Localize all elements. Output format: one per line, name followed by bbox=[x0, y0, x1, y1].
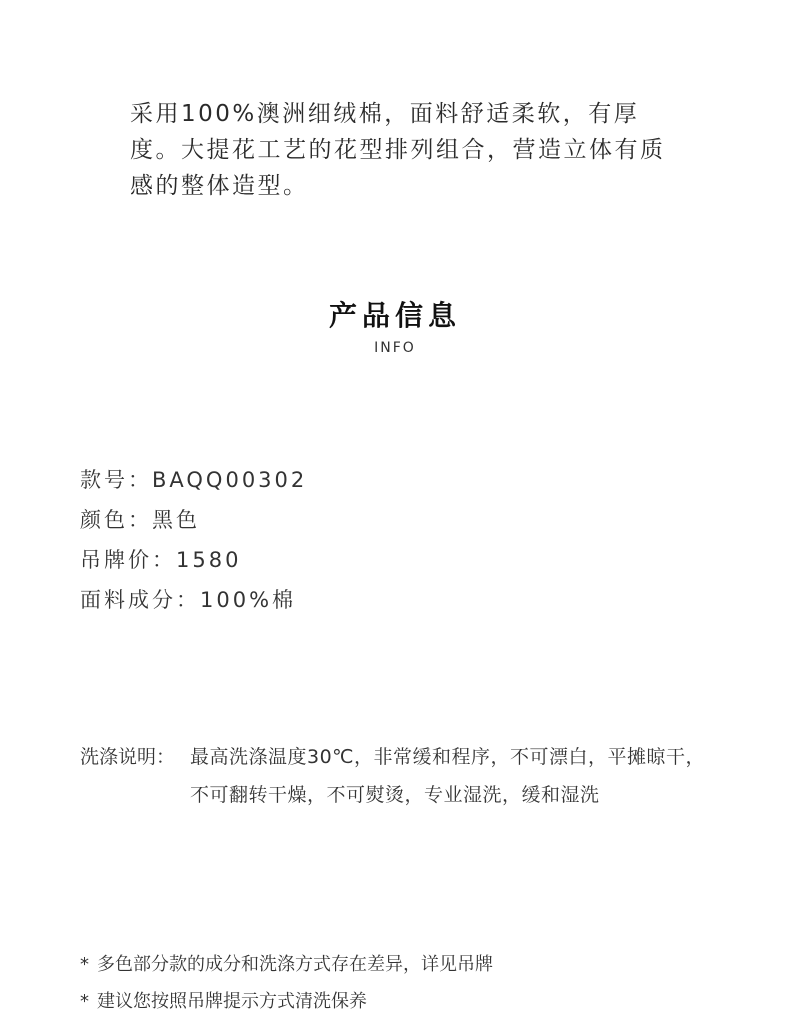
note-text: 多色部分款的成分和洗涤方式存在差异，详见吊牌 bbox=[97, 954, 493, 975]
info-value: 1580 bbox=[176, 548, 242, 572]
info-row-tag-price bbox=[80, 540, 307, 580]
note-item bbox=[80, 983, 493, 1020]
info-row-fabric bbox=[80, 580, 307, 620]
info-label: 颜色： bbox=[80, 508, 152, 532]
note-item bbox=[80, 946, 493, 983]
washing-text: 最高洗涤温度30℃，非常缓和程序，不可漂白，平摊晾干，不可翻转干燥，不可熨烫，专业湿洗，缓和湿洗 bbox=[190, 746, 706, 806]
info-value: 黑色 bbox=[152, 508, 200, 532]
info-value: 100%棉 bbox=[200, 588, 297, 612]
info-row-color bbox=[80, 500, 307, 540]
section-title: 产品信息 bbox=[328, 299, 461, 332]
asterisk-icon: * bbox=[80, 991, 89, 1012]
section-subtitle: INFO bbox=[374, 340, 416, 356]
washing-instructions bbox=[80, 738, 720, 814]
info-row-style-number bbox=[80, 460, 307, 500]
section-heading bbox=[0, 298, 790, 356]
care-notes bbox=[80, 946, 493, 1020]
info-value: BAQQ00302 bbox=[152, 468, 308, 492]
product-description: 采用100%澳洲细绒棉，面料舒适柔软，有厚度。大提花工艺的花型排列组合，营造立体有质感的整体造型。 bbox=[130, 101, 666, 199]
info-label: 面料成分： bbox=[80, 588, 200, 612]
info-label: 吊牌价： bbox=[80, 548, 176, 572]
washing-label: 洗涤说明： bbox=[80, 746, 176, 768]
note-text: 建议您按照吊牌提示方式清洗保养 bbox=[97, 991, 367, 1012]
product-info-list bbox=[80, 460, 307, 620]
asterisk-icon: * bbox=[80, 954, 89, 975]
info-label: 款号： bbox=[80, 468, 152, 492]
